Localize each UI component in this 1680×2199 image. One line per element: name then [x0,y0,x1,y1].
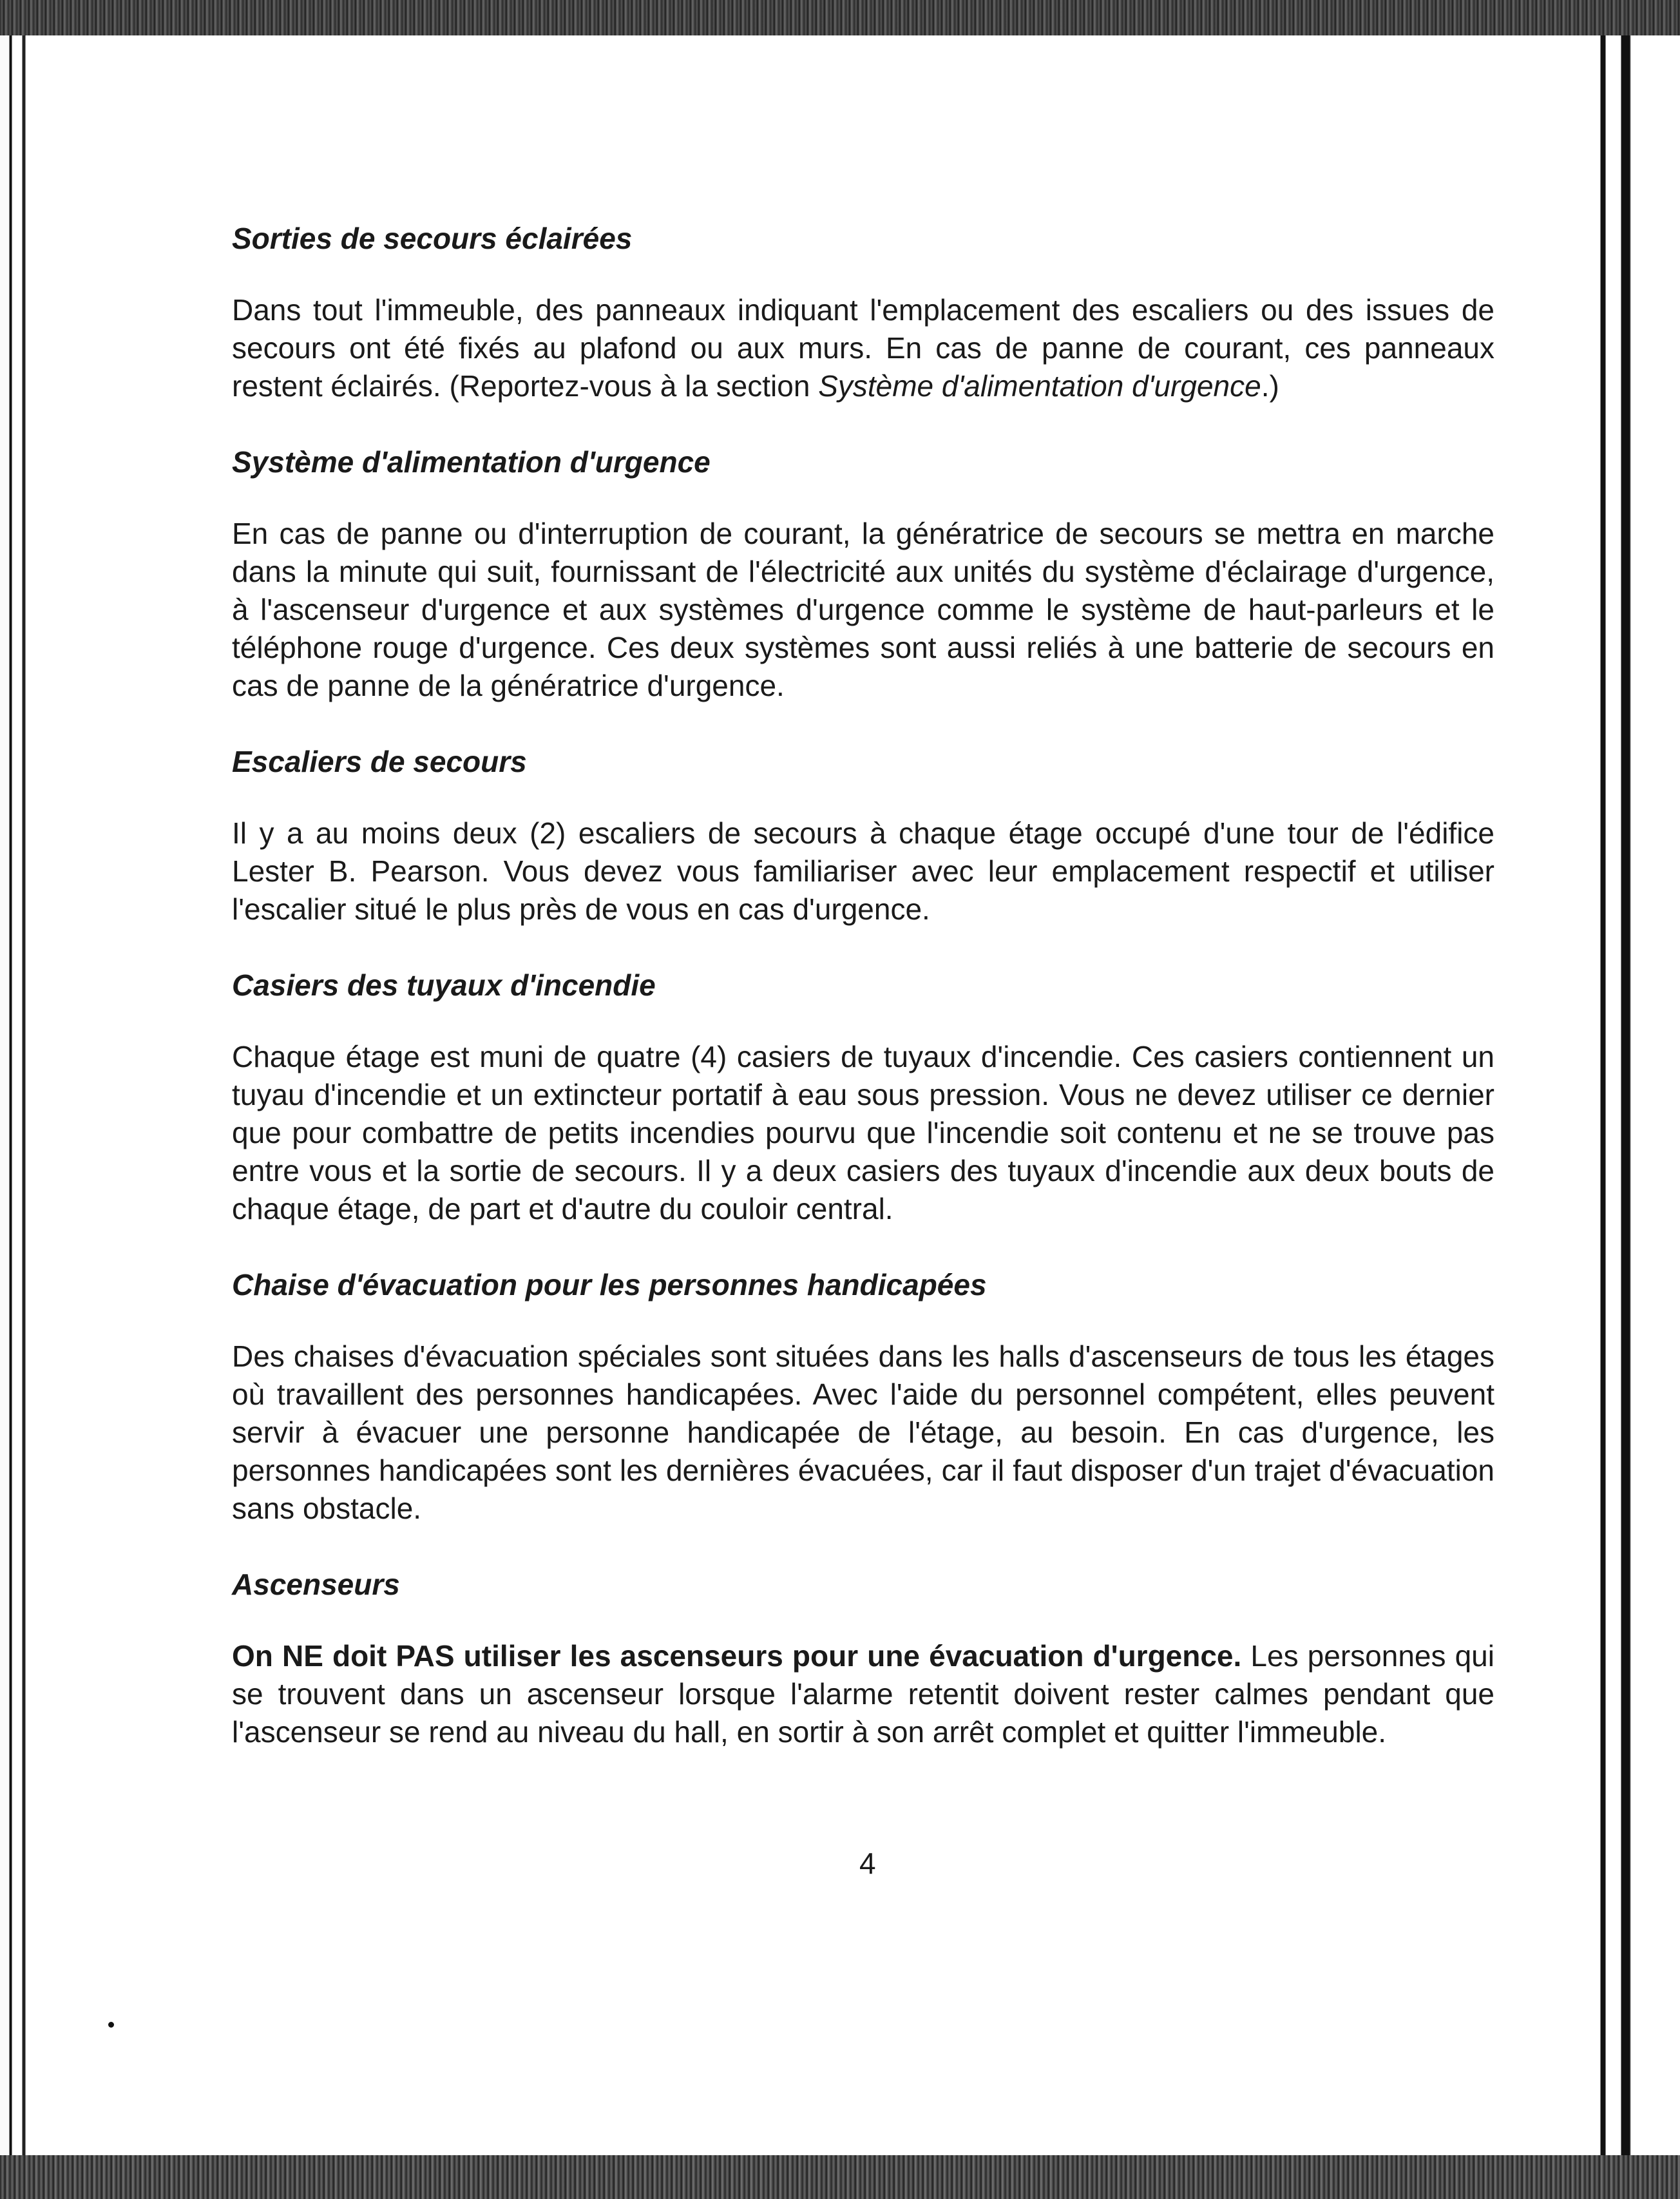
section-escaliers-de-secours [232,742,1494,928]
section-heading: Casiers des tuyaux d'incendie [232,968,656,1002]
section-paragraph [232,291,1494,405]
paragraph-text: Dans tout l'immeuble, des panneaux indiquant l'emplacement des escaliers ou des issues de secours ont été fixés au plafond ou aux murs. En cas de panne de courant, ces panneaux restent éclairés. (Reportez-vous à la section [232,293,1494,403]
document-body [232,219,1494,1751]
scan-border-top [0,0,1680,35]
section-paragraph [232,1637,1494,1751]
section-paragraph: Chaque étage est muni de quatre (4) casiers de tuyaux d'incendie. Ces casiers contiennent un tuyau d'incendie et un extincteur portatif à eau sous pression. Vous ne devez utiliser ce dernier que pour combattre de petits incendies pourvu que l'incendie soit contenu et ne se trouve pas entre vous et la sortie de secours. Il y a deux casiers des tuyaux d'incendie aux deux bouts de chaque étage, de part et d'autre du couloir central. [232,1040,1494,1225]
paragraph-bold-warning: On NE doit PAS utiliser les ascenseurs pour une évacuation d'urgence. [232,1639,1242,1673]
scan-border-right [1591,35,1680,2155]
section-casiers-tuyaux [232,966,1494,1228]
scan-speck [108,2022,114,2028]
section-paragraph: Il y a au moins deux (2) escaliers de secours à chaque étage occupé d'une tour de l'édifice Lester B. Pearson. Vous devez vous familiariser avec leur emplacement respectif et utiliser l'escalier situé le plus près de vous en cas d'urgence. [232,816,1494,926]
section-heading: Chaise d'évacuation pour les personnes handicapées [232,1268,987,1301]
section-paragraph: Des chaises d'évacuation spéciales sont situées dans les halls d'ascenseurs de tous les étages où travaillent des personnes handicapées. Avec l'aide du personnel compétent, elles peuvent servir à évacuer une personne handicapée de l'étage, au besoin. En cas d'urgence, les personnes handicapées sont les dernières évacuées, car il faut disposer d'un trajet d'évacuation sans obstacle. [232,1340,1494,1525]
section-sorties-de-secours [232,219,1494,405]
section-systeme-alimentation [232,443,1494,705]
section-paragraph: En cas de panne ou d'interruption de courant, la génératrice de secours se mettra en marche dans la minute qui suit, fournissant de l'électricité aux unités du système d'éclairage d'urgence, à l'ascenseur d'urgence et aux systèmes d'urgence comme le système de haut-parleurs et le téléphone rouge d'urgence. Ces deux systèmes sont aussi reliés à une batterie de secours en cas de panne de la génératrice d'urgence. [232,517,1494,702]
section-heading: Escaliers de secours [232,745,527,778]
section-ascenseurs [232,1565,1494,1751]
section-heading: Système d'alimentation d'urgence [232,445,711,479]
paragraph-italic-reference: Système d'alimentation d'urgence [818,369,1261,403]
scan-border-bottom [0,2155,1680,2199]
scan-border-left [0,35,31,2155]
page-number: 4 [859,1847,876,1880]
section-heading: Sorties de secours éclairées [232,222,633,255]
paragraph-text-end: .) [1261,369,1279,403]
paragraph-text: Les personnes qui se trouvent dans un ascenseur lorsque l'alarme retentit doivent rester calmes pendant que l'ascenseur se rend au niveau du hall, en sortir à son arrêt complet et quitter l'immeuble. [232,1639,1494,1749]
section-heading: Ascenseurs [232,1568,400,1601]
section-chaise-evacuation [232,1265,1494,1528]
